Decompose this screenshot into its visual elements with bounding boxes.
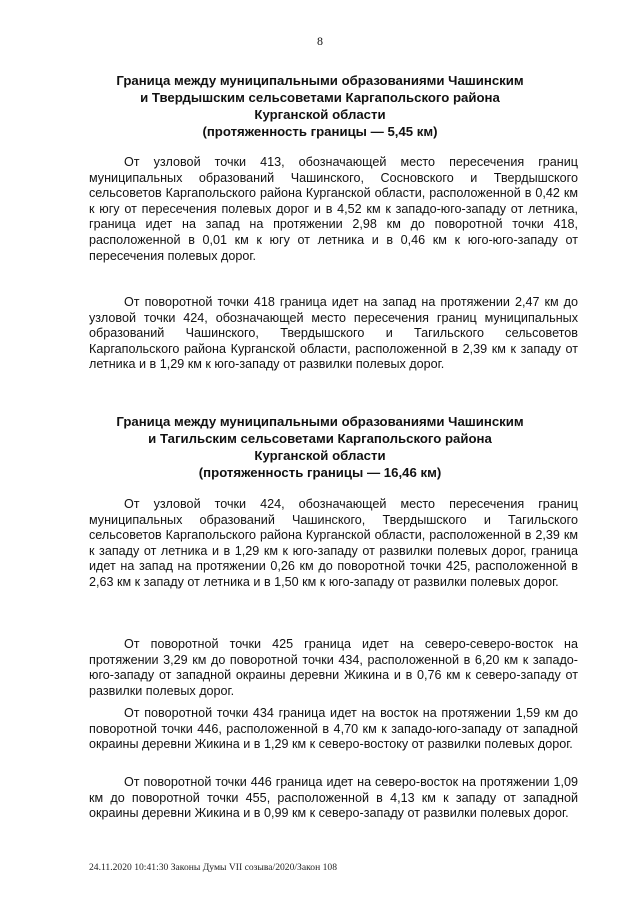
heading-line: Курганской области [254, 448, 386, 463]
section-2-paragraph-2: От поворотной точки 425 граница идет на северо-северо-восток на протяжении 3,29 км до поворотной точки 434, расположенной в 6,20 км к западо-юго-западу от западной окраины деревни Жикина и в 0,76 км к северо-западу от развилки полевых дорог. [89, 637, 578, 698]
section-2-paragraph-3: От поворотной точки 434 граница идет на восток на протяжении 1,59 км до поворотной точки 446, расположенной в 4,70 км к западо-юго-западу от западной окраины деревни Жикина и в 1,29 км к северо-востоку от развилки полевых дорог. [89, 706, 578, 752]
section-2-heading [60, 413, 580, 481]
section-1-paragraph-1: От узловой точки 413, обозначающей место пересечения границ муниципальных образований Чашинского, Сосновского и Твердышского сельсоветов Каргапольского района Курганской области, расположенной в 0,42 км к югу от пересечения полевых дорог и в 4,52 км к западо-юго-западу от летника, граница идет на запад на протяжении 2,98 км до поворотной точки 418, расположенной в 0,01 км к югу от летника и в 0,46 км к юго-юго-западу от пересечения полевых дорог. [89, 155, 578, 263]
heading-line: Граница между муниципальными образованиями Чашинским [116, 414, 524, 429]
heading-line: (протяженность границы — 5,45 км) [202, 124, 438, 139]
section-1-heading [60, 72, 580, 140]
heading-line: Курганской области [254, 107, 386, 122]
section-1-paragraph-2: От поворотной точки 418 граница идет на запад на протяжении 2,47 км до узловой точки 424, обозначающей место пересечения границ муниципальных образований Чашинского, Твердышского и Тагильского сельсоветов Каргапольского района Курганской области, расположенной в 2,39 км к западу от летника и в 1,29 км к юго-западу от развилки полевых дорог. [89, 295, 578, 372]
section-2-paragraph-4: От поворотной точки 446 граница идет на северо-восток на протяжении 1,09 км до поворотной точки 455, расположенной в 4,13 км к западу от западной окраины деревни Жикина и в 0,99 км к северо-западу от развилки полевых дорог. [89, 775, 578, 821]
footer-stamp: 24.11.2020 10:41:30 Законы Думы VII созыва/2020/Закон 108 [89, 862, 338, 873]
heading-line: и Твердышским сельсоветами Каргапольского района [140, 90, 500, 105]
heading-line: (протяженность границы — 16,46 км) [198, 465, 442, 480]
page-number: 8 [317, 34, 323, 48]
heading-line: и Тагильским сельсоветами Каргапольского района [148, 431, 492, 446]
heading-line: Граница между муниципальными образованиями Чашинским [116, 73, 524, 88]
section-2-paragraph-1: От узловой точки 424, обозначающей место пересечения границ муниципальных образований Чашинского, Твердышского и Тагильского сельсоветов Каргапольского района Курганской области, расположенной в 2,39 км к западу от летника и в 1,29 км к юго-западу от развилки полевых дорог, граница идет на запад на протяжении 0,26 км до поворотной точки 425, расположенной в 2,63 км к западу от летника и в 1,50 км к юго-западу от развилки полевых дорог. [89, 497, 578, 589]
